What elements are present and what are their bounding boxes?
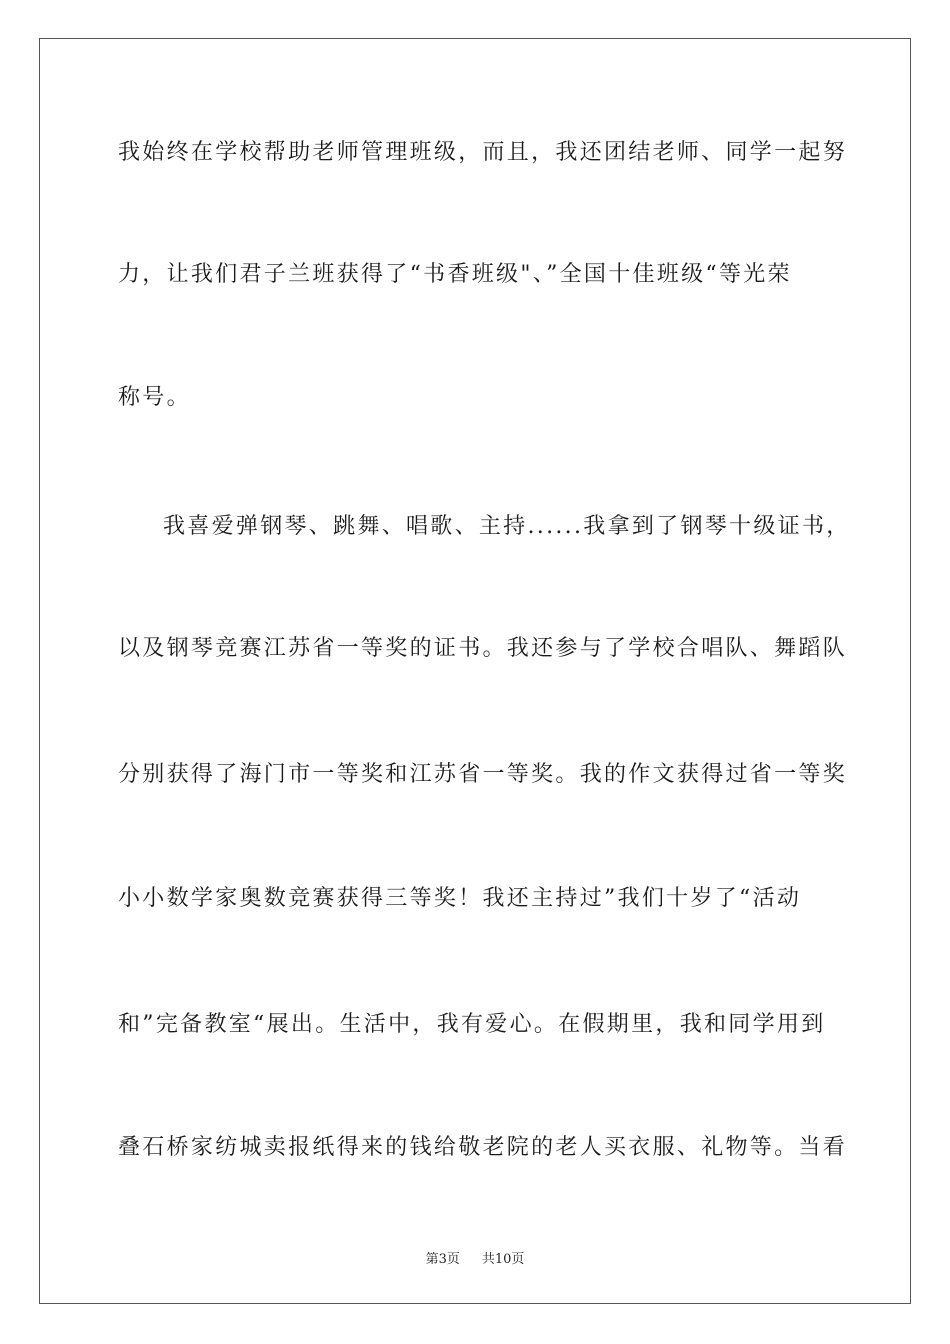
page-number: 第3页 xyxy=(425,1252,460,1267)
body-line-2: 力，让我们君子兰班获得了“书香班级"、”全国十佳班级“等光荣 xyxy=(118,262,792,287)
body-line-4: 我喜爱弹钢琴、跳舞、唱歌、主持......我拿到了钢琴十级证书， xyxy=(163,514,851,539)
body-line-5: 以及钢琴竞赛江苏省一等奖的证书。我还参与了学校合唱队、舞蹈队 xyxy=(118,636,848,661)
body-line-1: 我始终在学校帮助老师管理班级，而且，我还团结老师、同学一起努 xyxy=(118,140,848,165)
body-line-7: 小小数学家奥数竞赛获得三等奖！我还主持过”我们十岁了“活动 xyxy=(118,886,802,911)
body-line-6: 分别获得了海门市一等奖和江苏省一等奖。我的作文获得过省一等奖 xyxy=(118,762,848,787)
body-line-8: 和”完备教室“展出。生活中，我有爱心。在假期里，我和同学用到 xyxy=(118,1012,826,1037)
page-total: 共10页 xyxy=(481,1252,525,1267)
page-footer xyxy=(0,1248,950,1267)
page-border xyxy=(39,38,911,1304)
body-line-3: 称号。 xyxy=(118,385,191,410)
body-line-9: 叠石桥家纺城卖报纸得来的钱给敬老院的老人买衣服、礼物等。当看 xyxy=(118,1135,848,1160)
